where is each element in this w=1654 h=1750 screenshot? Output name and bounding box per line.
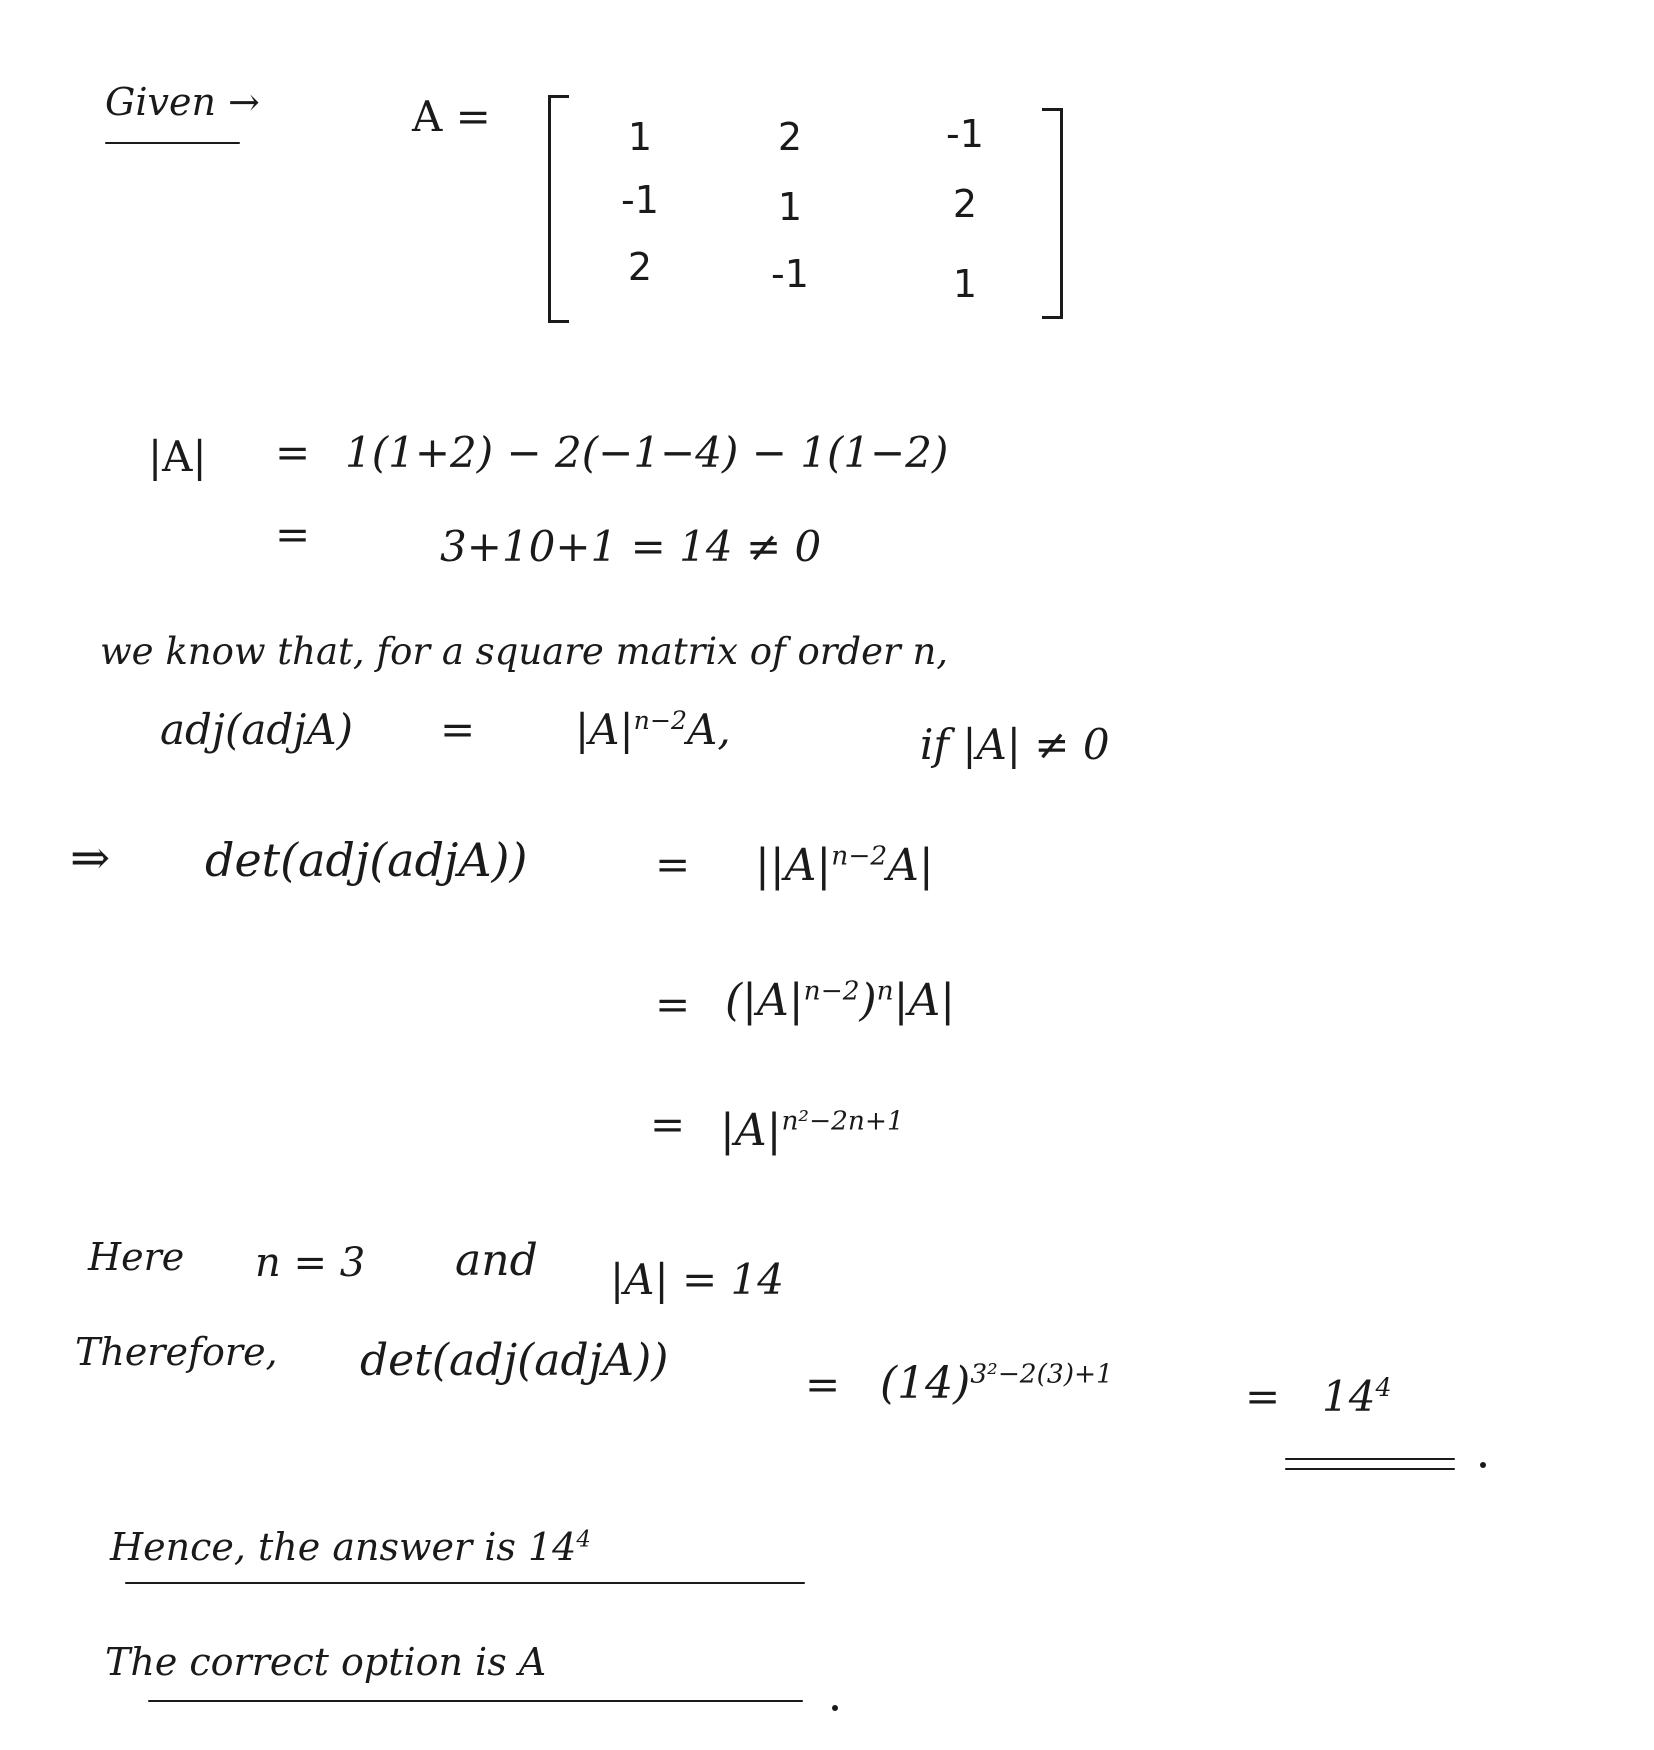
answer-text: Hence, the answer is 14 xyxy=(110,1525,577,1569)
therefore-label: Therefore, xyxy=(75,1330,278,1374)
property-condition: if |A| ≠ 0 xyxy=(920,720,1110,769)
here-label: Here xyxy=(88,1235,185,1279)
result-equals-1: = xyxy=(805,1360,841,1409)
step2-exp2: n xyxy=(876,975,894,1007)
property-intro: we know that, for a square matrix of order n, xyxy=(100,630,949,673)
result-mid xyxy=(880,1358,1113,1409)
result-underline-2 xyxy=(1285,1468,1455,1470)
matrix-cell: 2 xyxy=(627,245,653,289)
step2-base: (|A| xyxy=(725,975,804,1026)
det-expansion: 1(1+2) − 2(−1−4) − 1(1−2) xyxy=(345,428,949,477)
result-final xyxy=(1322,1372,1391,1421)
property-lhs: adj(adjA) xyxy=(160,705,353,754)
matrix-label: A = xyxy=(412,92,491,141)
derivation-equals-1: = xyxy=(655,840,691,889)
and-label: and xyxy=(455,1235,538,1286)
result-period xyxy=(1480,1462,1486,1468)
result-final-exp: 4 xyxy=(1375,1373,1392,1402)
result-equals-2: = xyxy=(1245,1372,1281,1421)
step2-mid: ) xyxy=(859,975,877,1026)
result-final-base: 14 xyxy=(1322,1372,1376,1421)
step1-exp: n−2 xyxy=(831,840,888,872)
matrix-left-bracket xyxy=(548,95,569,323)
result-mid-base: (14) xyxy=(880,1358,971,1409)
answer-exp: 4 xyxy=(576,1526,591,1553)
derivation-equals-3: = xyxy=(650,1100,686,1149)
option-underline xyxy=(148,1700,803,1702)
derivation-lhs: det(adj(adjA)) xyxy=(205,833,528,887)
property-rhs-tail: A, xyxy=(687,705,731,754)
implies-arrow: ⇒ xyxy=(70,830,111,886)
step3-base: |A| xyxy=(720,1105,782,1156)
result-mid-exp: 3²−2(3)+1 xyxy=(970,1358,1113,1390)
option-period xyxy=(832,1705,838,1711)
option-statement: The correct option is A xyxy=(105,1640,547,1684)
matrix-cell: 1 xyxy=(952,262,978,306)
det-equals-2: = xyxy=(275,510,311,559)
answer-underline xyxy=(125,1582,805,1584)
matrix-cell: -1 xyxy=(771,252,809,296)
property-rhs-exp: n−2 xyxy=(633,706,687,735)
given-underline xyxy=(105,142,240,144)
matrix-cell: 1 xyxy=(627,115,653,159)
answer-statement xyxy=(110,1525,591,1569)
derivation-equals-2: = xyxy=(655,980,691,1029)
matrix-cell: 2 xyxy=(777,115,803,159)
matrix-right-bracket xyxy=(1042,108,1063,319)
property-rhs-base: |A| xyxy=(575,705,634,754)
step2-tail: |A| xyxy=(893,975,956,1026)
derivation-step-1 xyxy=(755,840,934,891)
given-label: Given → xyxy=(105,80,260,124)
step2-exp1: n−2 xyxy=(803,975,860,1007)
property-rhs xyxy=(575,705,731,754)
result-underline-1 xyxy=(1285,1458,1455,1460)
matrix-cell: 2 xyxy=(952,182,978,226)
det-result: 3+10+1 = 14 ≠ 0 xyxy=(440,522,822,571)
result-lhs: det(adj(adjA)) xyxy=(360,1335,669,1386)
n-value: n = 3 xyxy=(255,1240,366,1286)
matrix-cell: 1 xyxy=(777,185,803,229)
det-equals: = xyxy=(275,428,311,477)
step1-base: ||A| xyxy=(755,840,832,891)
det-value: |A| = 14 xyxy=(610,1255,784,1304)
derivation-step-3 xyxy=(720,1105,904,1156)
step1-tail: A| xyxy=(887,840,934,891)
derivation-step-2 xyxy=(725,975,955,1026)
property-equals: = xyxy=(440,705,476,754)
matrix-cell: -1 xyxy=(946,112,984,156)
matrix-cell: -1 xyxy=(621,178,659,222)
step3-exp: n²−2n+1 xyxy=(781,1105,904,1137)
det-lhs: |A| xyxy=(148,432,207,481)
